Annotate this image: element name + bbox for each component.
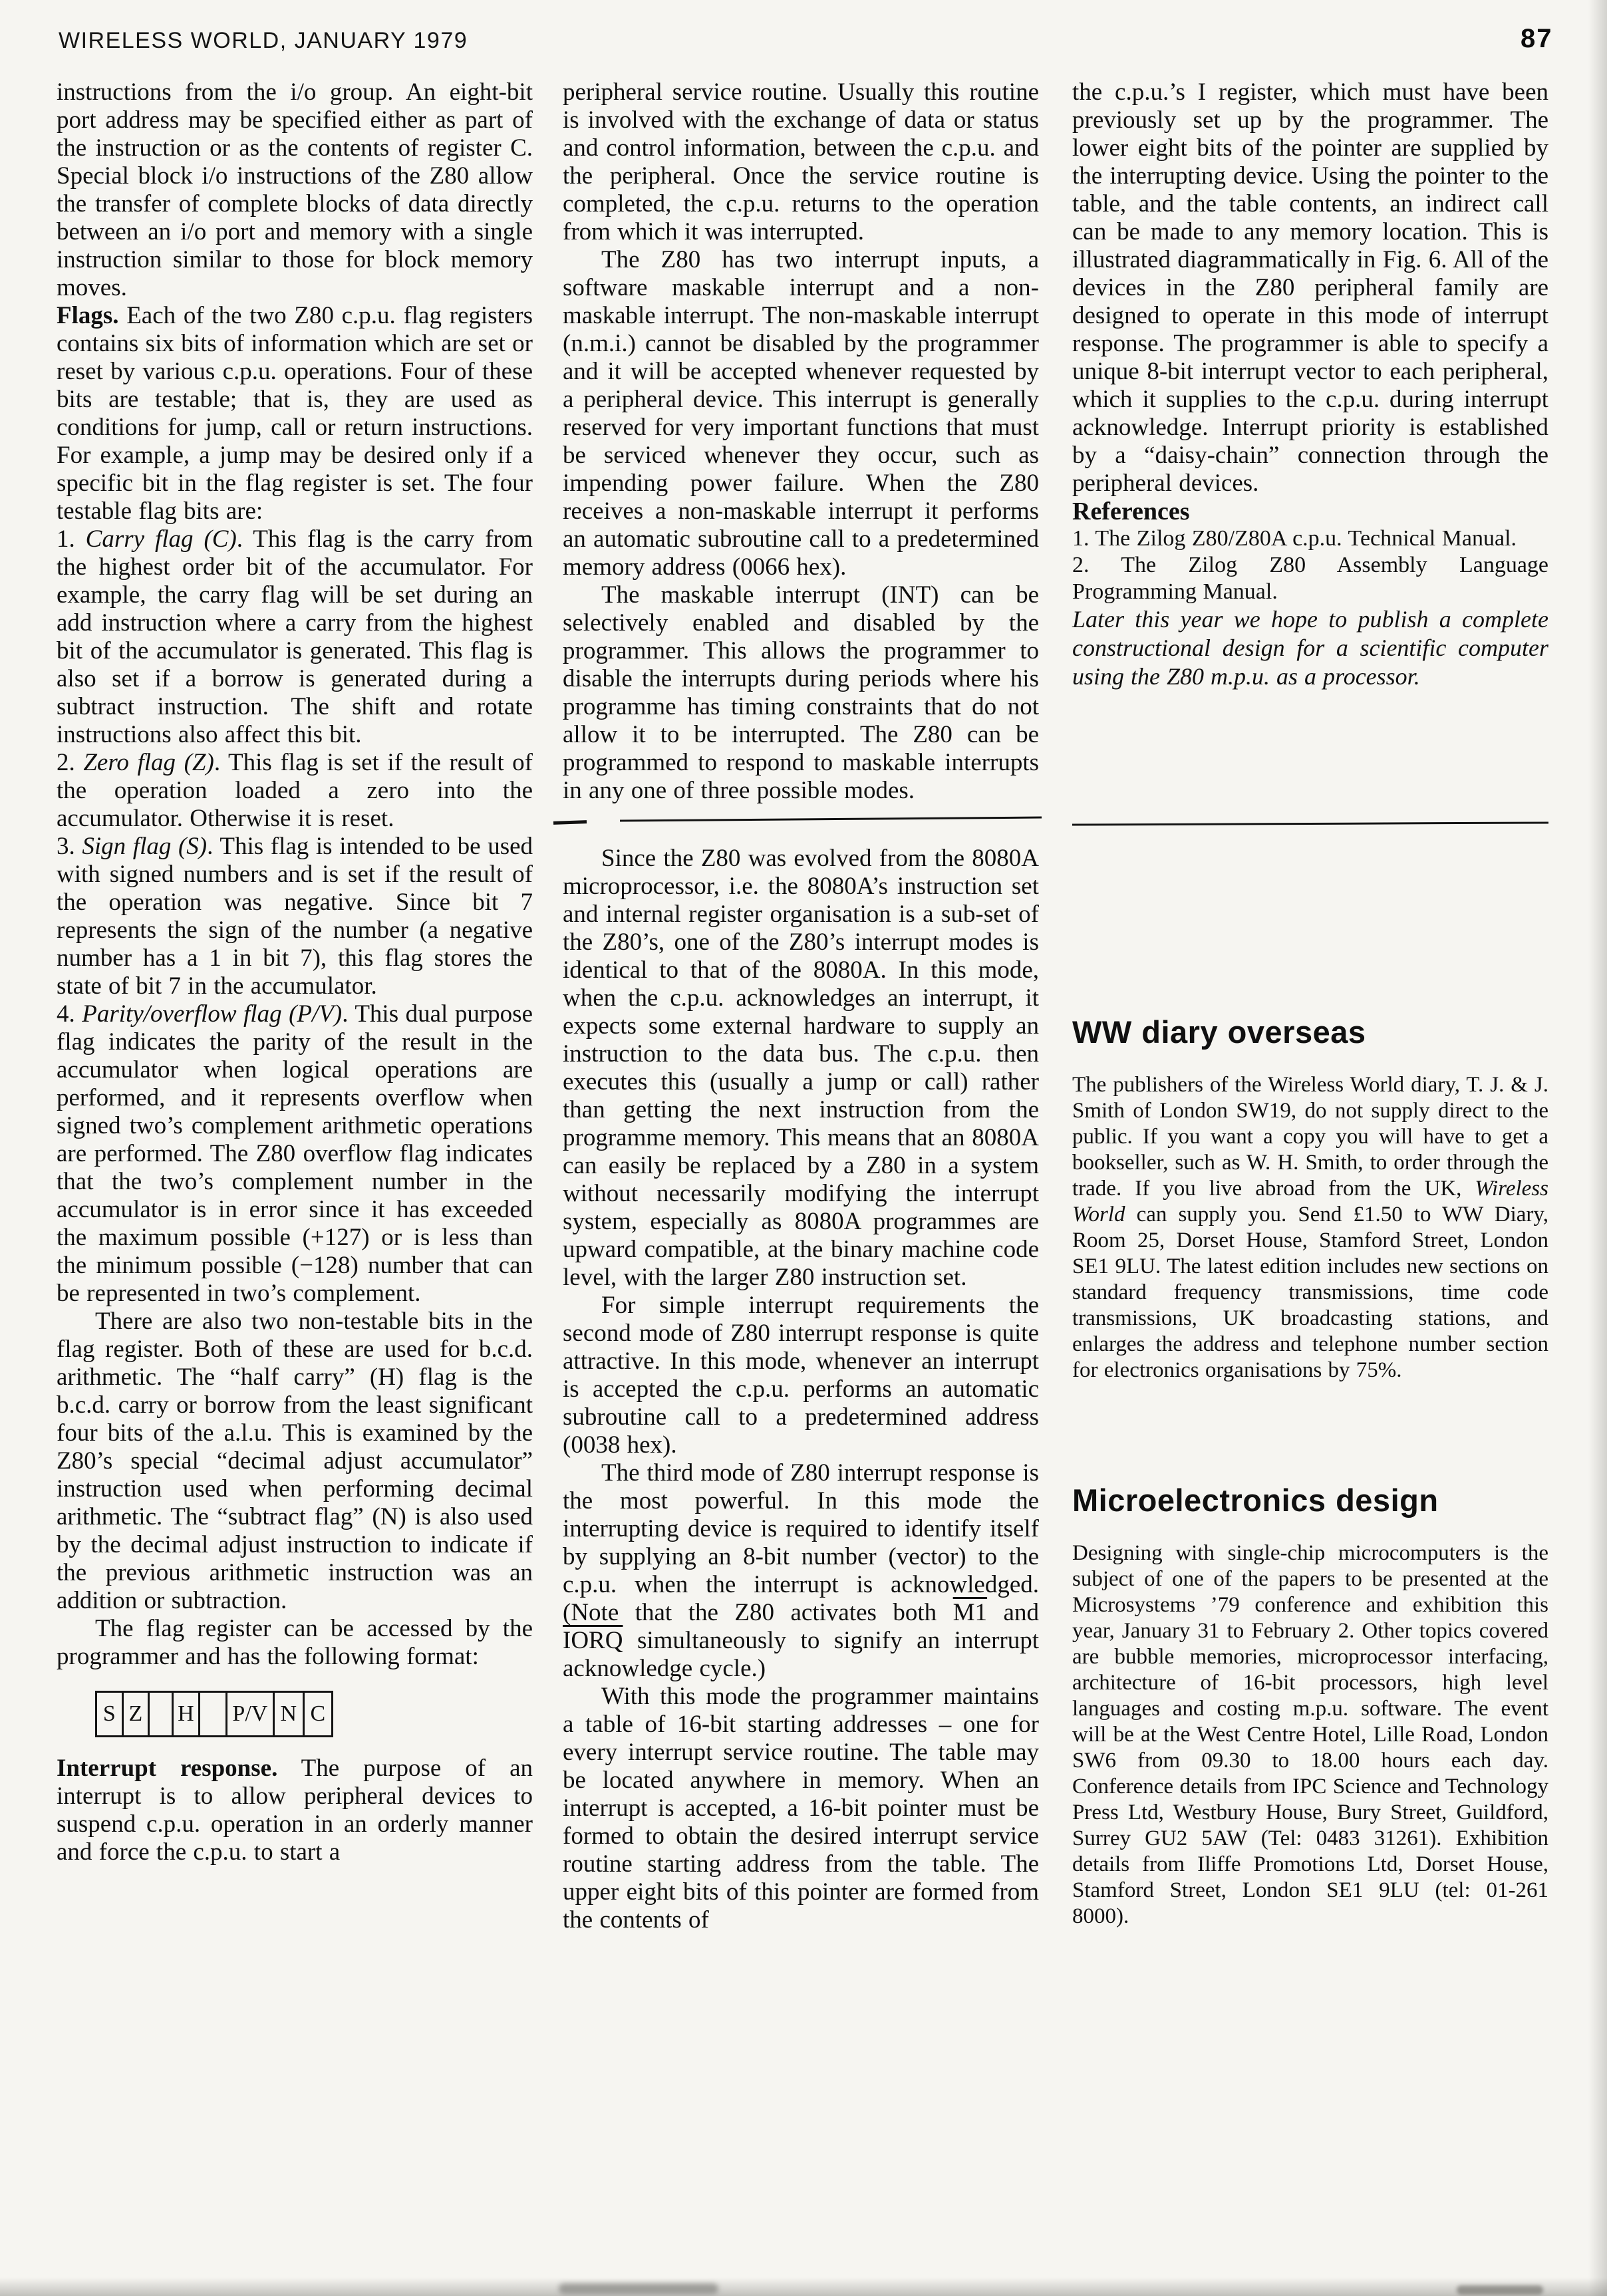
paragraph-text: peripheral service routine. Usually this routine is involved with the exchange of data or status and control information, between the c.p.u. and the peripheral. Once the service routine is completed, the c.p.u. returns to the operation from which it was interrupted. bbox=[563, 78, 1039, 245]
microelectronics-body: Designing with single-chip microcomputers is the subject of one of the papers to be presented at the Microsystems ’79 conference and exhibition this year, January 31 to February 2. Other topics covered are bubble memories, microprocessor interfacing, architecture of 16-bit processors, high level languages and costing m.p.u. software. The event will be at the West Centre Hotel, Lille Road, London SW6 from 09.30 to 18.00 hours each day. Conference details from IPC Science and Technology Press Ltd, Westbury House, Bury Street, Guildford, Surrey GU2 5AW (Tel: 0483 31261). Exhibition details from Iliffe Promotions Ltd, Dorset House, Stamford Street, London SE1 9LU (tel: 01-261 8000). bbox=[1072, 1541, 1548, 1928]
flag-name: Carry flag (C) bbox=[85, 525, 237, 553]
flag-cell-blank1 bbox=[148, 1693, 172, 1735]
divider-dash bbox=[553, 820, 587, 825]
paragraph-text: The maskable interrupt (INT) can be selectively enabled and disabled by the programmer. This allows the programmer to disable the interrupts during periods where his programme has timing constraints that do not allow it to be interrupted. The Z80 can be programmed to respond to maskable interrupts in any one of three possible modes. bbox=[563, 581, 1039, 804]
paragraph-text: Each of the two Z80 c.p.u. flag registers contains six bits of information which are set or reset by various c.p.u. operations. Four of these bits are testable; that is, they are used as conditions for jump, call or return instructions. For example, a jump may be desired only if a specific bit in the flag register is set. The four testable flag bits are: bbox=[57, 302, 533, 525]
journal-header: WIRELESS WORLD, JANUARY 1979 bbox=[59, 28, 468, 53]
flag-item-carry bbox=[57, 525, 533, 749]
flag-cell-h: H bbox=[172, 1693, 198, 1735]
references-heading: References bbox=[1072, 498, 1190, 525]
page-number: 87 bbox=[1521, 24, 1553, 53]
paragraph-maskable-interrupt bbox=[563, 581, 1039, 805]
paragraph-vector-table bbox=[563, 1683, 1039, 1934]
column-rule bbox=[1072, 821, 1548, 825]
paragraph-text: simultaneously to signify an interrupt acknowledge cycle.) bbox=[563, 1627, 1039, 1682]
paragraph-text: The publishers of the Wireless World diary, T. J. & J. Smith of London SW19, do not supply direct to the public. If you want a copy you will have to get a bookseller, such as W. H. Smith, to order through the trade. If you live abroad from the UK, bbox=[1072, 1073, 1548, 1201]
flag-register-diagram bbox=[95, 1691, 333, 1737]
flag-cell-n: N bbox=[273, 1693, 303, 1735]
flag-item-parity-overflow bbox=[57, 1000, 533, 1308]
paragraph-text: There are also two non-testable bits in the flag register. Both of these are used for b.c.d. arithmetic. The “half carry” (H) flag is the b.c.d. carry or borrow from the least significant four bits of the a.l.u. This is examined by the Z80’s special “decimal adjust accumulator” instruction used when performing decimal arithmetic. The “subtract flag” (N) is also used by the decimal adjust instruction to indicate if the previous arithmetic instruction was an addition or subtraction. bbox=[57, 1308, 533, 1614]
scan-artifact-right-edge bbox=[1588, 0, 1607, 2296]
microelectronics-heading: Microelectronics design bbox=[1072, 1483, 1439, 1518]
item-text: . This flag is set if the result of the operation loaded a zero into the accumulator. Otherwise it is reset. bbox=[57, 749, 533, 832]
paragraph-third-mode bbox=[563, 1459, 1039, 1683]
paragraph-text: The purpose of an interrupt is to allow peripheral devices to suspend c.p.u. operation in an orderly manner and force the c.p.u. to start a bbox=[57, 1755, 533, 1866]
interrupt-lead: Interrupt response. bbox=[57, 1755, 278, 1782]
editor-note: Later this year we hope to publish a complete constructional design for a scientific computer using the Z80 m.p.u. as a processor. bbox=[1072, 606, 1548, 690]
reference-item-1: 1. The Zilog Z80/Z80A c.p.u. Technical Manual. bbox=[1072, 526, 1517, 551]
paragraph-interrupt-response bbox=[57, 1755, 533, 1866]
item-number: 3. bbox=[57, 833, 82, 860]
paragraph-second-mode bbox=[563, 1292, 1039, 1459]
ww-diary-body bbox=[1072, 1072, 1548, 1383]
signal-m1: M1 bbox=[952, 1599, 988, 1626]
flag-item-zero bbox=[57, 749, 533, 833]
paragraph-i-register bbox=[1072, 78, 1548, 498]
flag-item-sign bbox=[57, 833, 533, 1000]
flag-name: Parity/overflow flag (P/V) bbox=[82, 1000, 343, 1028]
section-divider bbox=[563, 807, 1039, 837]
paragraph-text: With this mode the programmer maintains a table of 16-bit starting addresses – one for every interrupt service routine. The table may be located anywhere in memory. When an interrupt is accepted, a 16-bit pointer must be formed to obtain the desired interrupt service routine starting address from the table. The upper eight bits of this pointer are formed from the contents of bbox=[563, 1683, 1039, 1934]
flag-cell-pv: P/V bbox=[225, 1693, 273, 1735]
divider-line bbox=[620, 817, 1042, 822]
item-text: . This flag is intended to be used with signed numbers and is set if the result of the operation was negative. Since bit 7 represents the sign of the number (a negative number has a 1 in bit 7), this flag stores the state of bit 7 in the accumulator. bbox=[57, 833, 533, 1000]
journal-name-italic: Wireless World bbox=[1072, 1177, 1548, 1226]
paragraph-text: the c.p.u.’s I register, which must have been previously set up by the programmer. The lower eight bits of the pointer are supplied by the interrupting device. Using the pointer to the table, and the table contents, an indirect call can be made to any memory location. This is illustrated diagrammatically in Fig. 6. All of the devices in the Z80 peripheral family are designed to operate in this mode of interrupt response. The programmer is able to specify a unique 8-bit interrupt vector to each peripheral, which it supplies to the c.p.u. during interrupt acknowledge. Interrupt priority is established by a “daisy-chain” connection through the peripheral devices. bbox=[1072, 78, 1548, 497]
paragraph-text: The flag register can be accessed by the programmer and has the following format: bbox=[57, 1615, 533, 1670]
item-number: 1. bbox=[57, 525, 86, 553]
flag-cell-z: Z bbox=[122, 1693, 148, 1735]
flag-cell-s: S bbox=[102, 1701, 116, 1726]
signal-iorq: IORQ bbox=[563, 1627, 623, 1654]
paragraph-flags bbox=[57, 302, 533, 525]
item-text: . This dual purpose flag indicates the parity of the result in the accumulator when logical operations are performed, and it represents overflow when signed two’s complement arithmetic operations are performed. The Z80 overflow flag indicates that the two’s complement number in the accumulator is in error since it has exceeded the maximum possible (+127) or is less than the minimum possible (−128) number that can be represented in two’s complement. bbox=[57, 1000, 533, 1307]
ww-diary-heading: WW diary overseas bbox=[1072, 1014, 1366, 1050]
paragraph-nontestable-bits bbox=[57, 1308, 533, 1615]
paragraph-io-instructions bbox=[57, 78, 533, 302]
item-number: 4. bbox=[57, 1000, 82, 1028]
paragraph-service-routine bbox=[563, 78, 1039, 246]
reference-item-2: 2. The Zilog Z80 Assembly Language Programming Manual. bbox=[1072, 553, 1548, 604]
scan-artifact-smudge bbox=[559, 2283, 718, 2294]
scan-artifact-smudge bbox=[1457, 2285, 1543, 2295]
flags-lead: Flags. bbox=[57, 302, 119, 329]
column-3 bbox=[1072, 78, 1548, 1930]
paragraph-text: can supply you. Send £1.50 to WW Diary, Room 25, Dorset House, Stamford Street, London SE1 9LU. The latest edition includes new sections on standard frequency transmissions, time code transmissions, UK broadcasting stations, and enlarges the address and telephone number section for electronics organisations by 75%. bbox=[1072, 1203, 1548, 1382]
paragraph-8080a-mode bbox=[563, 845, 1039, 1292]
flag-cell-c: C bbox=[303, 1693, 331, 1735]
paragraph-text: The Z80 has two interrupt inputs, a software maskable interrupt and a non-maskable interrupt. The non-maskable interrupt (n.m.i.) cannot be disabled by the programmer and it will be accepted whenever requested by a peripheral device. This interrupt is generally reserved for very important functions that must be serviced whenever they occur, such as impending power failure. When the Z80 receives a non-maskable interrupt it performs an automatic subroutine call to a predetermined memory address (0066 hex). bbox=[563, 246, 1039, 581]
paragraph-text: The third mode of Z80 interrupt response is the most powerful. In this mode the interrupting device is required to identify itself by supplying an 8-bit number (vector) to the c.p.u. when the interrupt is acknowledged. (Note that the Z80 activates both bbox=[563, 1459, 1039, 1626]
column-1 bbox=[57, 78, 533, 1866]
paragraph-text: instructions from the i/o group. An eight-bit port address may be specified either as part of the instruction or as the contents of register C. Special block i/o instructions of the Z80 allow the transfer of complete blocks of data directly between an i/o port and memory with a single instruction similar to those for block memory moves. bbox=[57, 78, 533, 301]
flag-name: Sign flag (S) bbox=[82, 833, 208, 860]
flag-name: Zero flag (Z) bbox=[83, 749, 214, 776]
column-2 bbox=[563, 78, 1039, 1934]
flag-cell-blank2 bbox=[198, 1693, 225, 1735]
paragraph-text: Since the Z80 was evolved from the 8080A microprocessor, i.e. the 8080A’s instruction set and internal register organisation is a sub-set of the Z80’s, one of the Z80’s interrupt modes is identical to that of the 8080A. In this mode, when the c.p.u. acknowledges an interrupt, it expects some external hardware to supply an instruction to the data bus. The c.p.u. then executes this (usually a jump or call) rather than getting the next instruction from the programme memory. This means that an 8080A can easily be replaced by a Z80 in a system without necessarily modifying the interrupt system, especially as 8080A programmes are upward compatible, at the binary machine code level, with the larger Z80 instruction set. bbox=[563, 845, 1039, 1291]
scan-artifact-bottom-edge bbox=[0, 2277, 1607, 2296]
paragraph-interrupt-inputs bbox=[563, 246, 1039, 581]
paragraph-flag-format bbox=[57, 1615, 533, 1671]
paragraph-text: For simple interrupt requirements the second mode of Z80 interrupt response is quite attractive. In this mode, whenever an interrupt is accepted the c.p.u. performs an automatic subroutine call to a predetermined address (0038 hex). bbox=[563, 1292, 1039, 1459]
paragraph-text: and bbox=[987, 1599, 1039, 1626]
item-text: . This flag is the carry from the highest order bit of the accumulator. For example, the carry flag will be set during an add instruction where a carry from the highest bit of the accumulator is generated. This flag is also set if a borrow is generated during a subtract instruction. The shift and rotate instructions also affect this bit. bbox=[57, 525, 533, 748]
item-number: 2. bbox=[57, 749, 84, 776]
